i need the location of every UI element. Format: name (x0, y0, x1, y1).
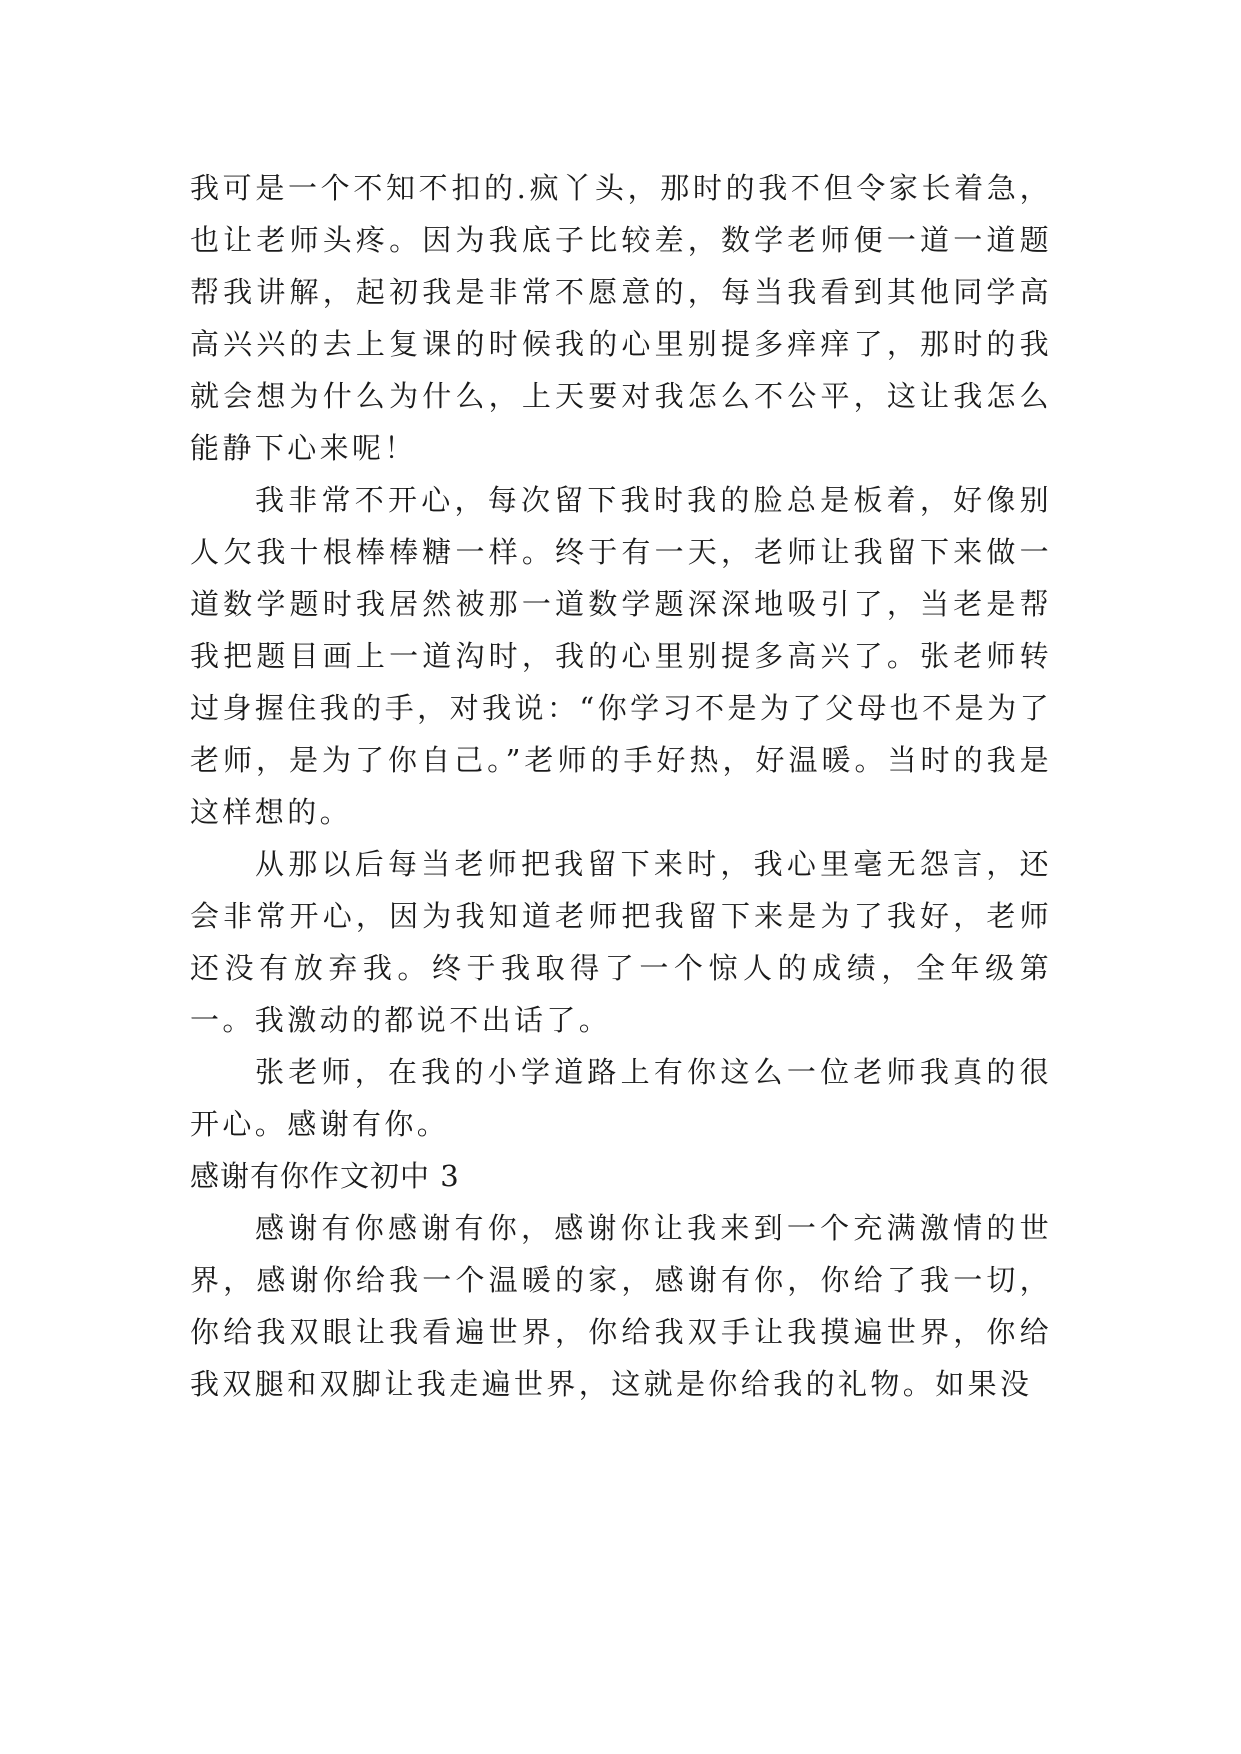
paragraph-4: 张老师，在我的小学道路上有你这么一位老师我真的很开心。感谢有你。 (190, 1055, 1052, 1141)
paragraph-2: 我非常不开心，每次留下我时我的脸总是板着，好像别人欠我十根棒棒糖一样。终于有一天，老师让我留下来做一道数学题时我居然被那一道数学题深深地吸引了，当老是帮我把题目画上一道沟时，我的心里别提多高兴了。张老师转过身握住我的手，对我说：“你学习不是为了父母也不是为了老师，是为了你自己。”老师的手好热，好温暖。当时的我是这样想的。 (190, 483, 1052, 829)
paragraph-1: 我可是一个不知不扣的.疯丫头，那时的我不但令家长着急，也让老师头疼。因为我底子比较差，数学老师便一道一道题帮我讲解，起初我是非常不愿意的，每当我看到其他同学高高兴兴的去上复课的时候我的心里别提多痒痒了，那时的我就会想为什么为什么，上天要对我怎么不公平，这让我怎么能静下心来呢！ (190, 171, 1052, 465)
paragraph-5: 感谢有你感谢有你，感谢你让我来到一个充满激情的世界，感谢你给我一个温暖的家，感谢有你，你给了我一切，你给我双眼让我看遍世界，你给我双手让我摸遍世界，你给我双腿和双脚让我走遍世界，这就是你给我的礼物。如果没 (190, 1211, 1052, 1401)
paragraph-3: 从那以后每当老师把我留下来时，我心里毫无怨言，还会非常开心，因为我知道老师把我留下来是为了我好，老师还没有放弃我。终于我取得了一个惊人的成绩，全年级第一。我激动的都说不出话了。 (190, 847, 1052, 1037)
section-title: 感谢有你作文初中 3 (190, 1159, 460, 1193)
document-body (190, 162, 1052, 1410)
